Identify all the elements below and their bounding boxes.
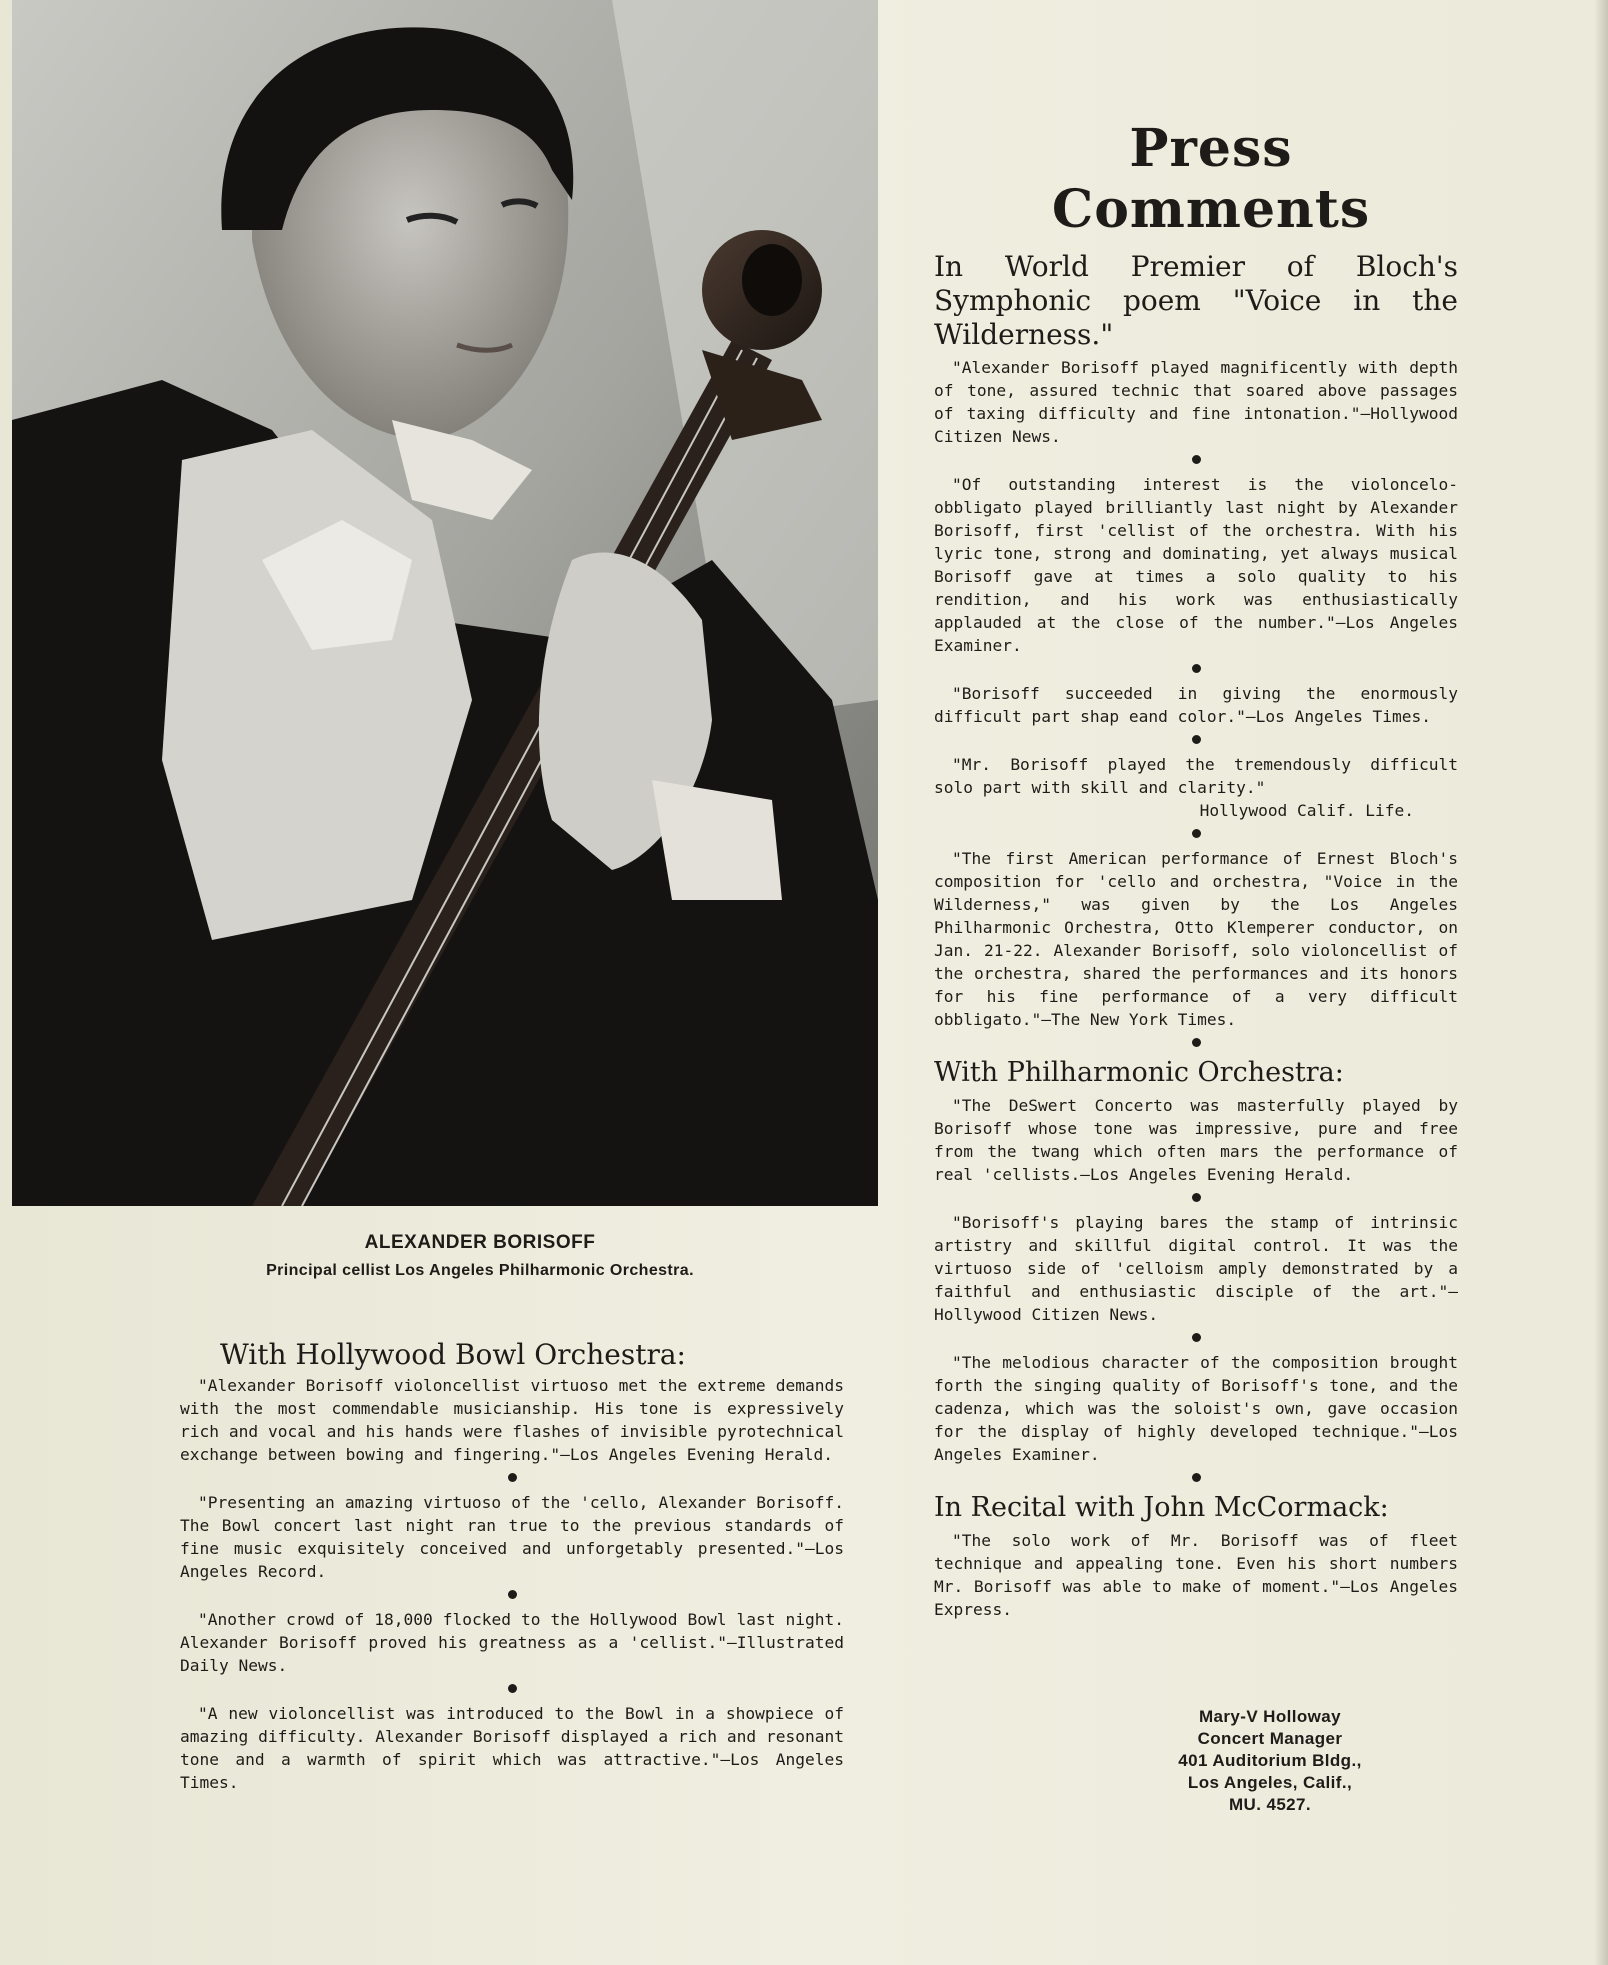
bullet-divider <box>180 1680 844 1696</box>
section-heading-world-premier: In World Premier of Bloch's Symphonic poem "Voice in the Wilderness." <box>934 250 1458 351</box>
quote-item: "Mr. Borisoff played the tremendously difficult solo part with skill and clarity." <box>934 755 1458 797</box>
bullet-divider <box>934 1189 1458 1205</box>
bullet-divider <box>934 1034 1458 1050</box>
quote-item: "The DeSwert Concerto was masterfully played by Borisoff whose tone was impressive, pure and free from the twang which often mars the performance of real 'cellists.—Los Angeles Evening Herald. <box>934 1096 1458 1184</box>
manager-city: Los Angeles, Calif., <box>1187 1773 1353 1792</box>
section-heading-recital: In Recital with John McCormack: <box>934 1492 1389 1523</box>
bullet-divider <box>180 1469 844 1485</box>
section-heading-philharmonic: With Philharmonic Orchestra: <box>934 1057 1344 1088</box>
bullet-divider <box>180 1586 844 1602</box>
quote-item: "Another crowd of 18,000 flocked to the Hollywood Bowl last night. Alexander Borisoff proved his greatness as a 'cellist."—Illustrated Daily News. <box>180 1610 844 1675</box>
bullet-divider <box>934 731 1458 747</box>
left-column <box>180 1338 844 1794</box>
right-column <box>934 118 1458 1621</box>
bullet-divider <box>934 1469 1458 1485</box>
portrait-photo <box>12 0 878 1206</box>
quote-item: "The solo work of Mr. Borisoff was of fleet technique and appealing tone. Even his short numbers Mr. Borisoff was able to make of moment."—Los Angeles Express. <box>934 1531 1458 1619</box>
photo-caption-name: ALEXANDER BORISOFF <box>364 1232 596 1253</box>
bullet-divider <box>934 451 1458 467</box>
photo-caption-role: Principal cellist Los Angeles Philharmonic Orchestra. <box>266 1262 694 1279</box>
quote-item: "A new violoncellist was introduced to the Bowl in a showpiece of amazing difficulty. Alexander Borisoff displayed a rich and resonant tone and a warmth of spirit which was attractive."—Los Angeles Times. <box>180 1704 844 1792</box>
press-comments-title: Press Comments <box>1051 118 1371 240</box>
bullet-divider <box>934 660 1458 676</box>
quote-attribution: Hollywood Calif. Life. <box>1199 801 1414 820</box>
quote-item: "Alexander Borisoff violoncellist virtuoso met the extreme demands with the most commendable musicianship. His tone is expressively rich and vocal and his hands were flashes of invisible pyrotechnical exchange between bowing and fingering."—Los Angeles Evening Herald. <box>180 1376 844 1464</box>
manager-phone: MU. 4527. <box>1228 1795 1312 1814</box>
manager-address: 401 Auditorium Bldg., <box>1178 1751 1362 1770</box>
quote-item: "Borisoff succeeded in giving the enormously difficult part shap eand color."—Los Angeles Times. <box>934 684 1458 726</box>
quote-item: "The first American performance of Ernest Bloch's composition for 'cello and orchestra, "Voice in the Wilderness," was given by the Los Angeles Philharmonic Orchestra, Otto Klemperer conductor, on Jan. 21-22. Alexander Borisoff, solo violoncellist of the orchestra, shared the performances and its honors for his fine performance of a very difficult obbligato."—The New York Times. <box>934 849 1458 1029</box>
quote-item: "The melodious character of the composition brought forth the singing quality of Borisoff's tone, and the cadenza, which was the soloist's own, gave occasion for the display of highly developed technique."—Los Angeles Examiner. <box>934 1353 1458 1464</box>
manager-contact-block <box>1150 1706 1390 1816</box>
quote-item: "Alexander Borisoff played magnificently with depth of tone, assured technic that soared above passages of taxing difficulty and fine intonation."—Hollywood Citizen News. <box>934 358 1458 446</box>
cellist-portrait-image <box>12 0 878 1206</box>
manager-name: Mary-V Holloway <box>1198 1707 1342 1726</box>
bullet-divider <box>934 825 1458 841</box>
section-heading-hollywood-bowl: With Hollywood Bowl Orchestra: <box>220 1338 686 1371</box>
manager-title: Concert Manager <box>1197 1729 1343 1748</box>
bullet-divider <box>934 1329 1458 1345</box>
page-edge-shadow <box>1594 0 1608 1965</box>
quote-item: "Of outstanding interest is the violoncelo-obbligato played brilliantly last night by Alexander Borisoff, first 'cellist of the orchestra. With his lyric tone, strong and dominating, yet always musical Borisoff gave at times a solo quality to his rendition, and his work was enthusiastically applauded at the close of the number."—Los Angeles Examiner. <box>934 475 1458 655</box>
quote-item: "Presenting an amazing virtuoso of the 'cello, Alexander Borisoff. The Bowl concert last night ran true to the previous standards of fine music exquisitely conceived and unforgetably presented."—Los Angeles Record. <box>180 1493 844 1581</box>
quote-item: "Borisoff's playing bares the stamp of intrinsic artistry and skillful digital control. It was the virtuoso side of 'celloism amply demonstrated by a faithful and enthusiastic disciple of the art."—Hollywood Citizen News. <box>934 1213 1458 1324</box>
